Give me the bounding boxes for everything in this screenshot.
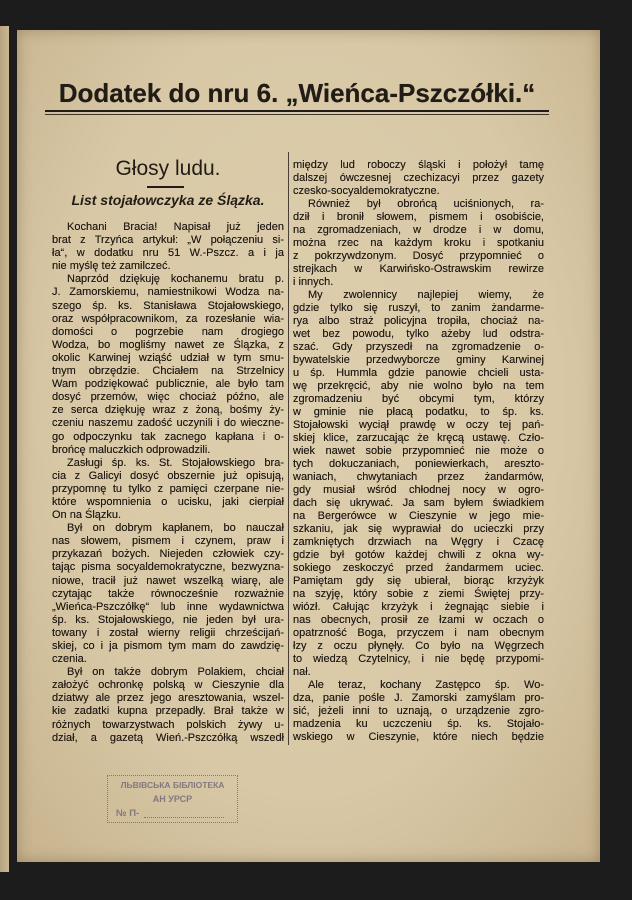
text-line: brat z Trzyńca artykuł: „W połączeniu si- (52, 234, 284, 247)
text-line: nas słowem, pismem i czynem, praw i (52, 535, 284, 548)
text-line: u śp. Hummla gdzie panowie chcieli usta- (293, 367, 544, 379)
text-line: ła“, w dodatku nru 51 W.-Pszcz. a i ja (52, 247, 284, 260)
paragraph (293, 679, 544, 744)
text-line: tych dokuczaniach, poniewierkach, areszto- (293, 458, 544, 470)
paragraph (52, 522, 284, 666)
text-line: kie zadatki kupna przepadły. Brał także w (52, 705, 284, 718)
text-line: i innych. (293, 276, 334, 288)
text-line: wiózł. Całując krzyżyk i żegnając siebie i (293, 601, 544, 613)
paragraph (293, 198, 544, 289)
text-line: dził i bronił słowem, pismem i osobiście, (293, 211, 544, 223)
text-line: wet bez powodu, tylko ażeby lud odstra- (293, 328, 544, 340)
text-line: szać. Gdy przyszedł na zgromadzenie o- (293, 341, 544, 353)
text-line: cia z Galicyi dosyć obszernie już opisują, (52, 469, 284, 482)
text-line: brońcę maluczkich odprowadzili. (52, 443, 211, 456)
library-stamp (107, 775, 238, 823)
text-line: J. Zamorskiemu, namiestnikowi Wodza na- (52, 286, 284, 299)
text-line: z pokrzywdzonym. Dosyć przypomnieć o (293, 250, 544, 262)
article-title: Głosy ludu. (115, 157, 221, 180)
text-line: można rzec na każdym kroku i spotkaniu (293, 237, 544, 249)
text-line: dział, a gazetą Wień.-Pszczółką wszedł (52, 731, 284, 744)
supplement-header: Dodatek do nru 6. „Wieńca-Pszczółki.“ (58, 78, 536, 108)
text-line: wskiego w Cieszynie, które niech będzie (293, 731, 544, 743)
text-line: dosyć przemów, więc chociaż późno, ale (52, 391, 284, 404)
text-line: go odpoczynku tak zacnego kapłana i o- (52, 430, 284, 443)
text-line: towany i został wierny religii chrześcijań- (52, 626, 284, 639)
text-line: dziatwy ale przez jego aresztowania, wszel- (52, 692, 284, 705)
text-line: założyć ochronkę polską w Cieszynie dla (52, 679, 284, 692)
text-line: nał. (293, 666, 311, 678)
paragraph (293, 289, 544, 679)
text-line: niowe, tracił już nawet wszelką wiarę, ale (52, 574, 284, 587)
text-line: Był on dobrym kapłanem, bo nauczał (67, 522, 284, 535)
text-line: Wodza, bo mogliśmy nawet ze Ślązka, z (52, 338, 284, 351)
header-rule-thin (45, 114, 549, 115)
text-line: Wam podziękować publicznie, ale było tam (52, 378, 284, 391)
stamp-academy: АН УРСР (152, 794, 193, 804)
text-line: opatrzność Boga, przyczem i nam obecnym (293, 627, 544, 639)
text-line: na Bergerówce w Cieszynie w jego mie- (293, 510, 544, 522)
text-line: „Wieńca-Pszczółkę“ lub inne wydawnictwa (52, 600, 284, 613)
text-line: czesko-socyaldemokratyczne. (293, 185, 440, 197)
text-line: Pamiętam gdy się ubierał, biorąc krzyżyk (293, 575, 544, 587)
text-line: różnych towarzystwach polskich żywy u- (52, 718, 284, 731)
text-line: wę przekręcić, aby nie wolno było na tem (293, 380, 544, 392)
text-line: zamkniętych drzwiach na Węgry i Czacę (293, 536, 544, 548)
text-line: strejkach w Karwińsko-Ostrawskim rewirze (293, 263, 544, 275)
text-line: nie myślę też zamilczeć. (52, 260, 171, 273)
text-line: domości o pogrzebie nam drogiego (52, 325, 284, 338)
previous-page-edge (0, 26, 9, 872)
text-line: na zgromadzeniach, w drodze i w domu, (293, 224, 544, 236)
text-line: przypomnę tu tylko z pamięci czerpane nie- (52, 482, 284, 495)
text-line: szkaniu, jak się wyprawiał do ucieczki przy (293, 523, 544, 535)
text-line: On na Ślązku. (52, 509, 122, 522)
text-line: skiej, co i ja pismom tym mam do zawdzię- (52, 640, 284, 652)
text-line: gdzie był gotów każdej chwili z okna wy- (293, 549, 544, 561)
text-line: skiej klice, zarzucając że kręcą ustawę. Czło- (293, 432, 544, 444)
right-column (293, 159, 544, 744)
stamp-library-name: ЛЬВІВСЬКА БІБЛІОТЕКА (120, 780, 225, 790)
text-line: w gminie nie płacą podatku, to śp. ks. (293, 406, 544, 418)
text-line: Stojałowski wyciął prawdę w oczy tej pań- (293, 419, 544, 431)
paragraph (52, 273, 284, 456)
text-line: sokiego zeskoczyć przed żandarmem uciec. (293, 562, 544, 574)
paragraph (52, 221, 284, 273)
text-line: My zwolennicy najlepiej wiemy, że (308, 289, 544, 301)
text-line: wiek nawet sobie przypomnieć nie może o (293, 445, 544, 457)
paragraph (52, 666, 284, 745)
text-line: Zasługi śp. ks. St. Stojałowskiego bra- (67, 456, 284, 469)
text-line: Kochani Bracia! Napisał już jeden (67, 221, 284, 233)
text-line: sić, jeżeli inni to uznają, o urządzenie zgro- (293, 705, 544, 717)
stamp-number: № П- (116, 808, 140, 819)
text-line: waniach, chwytaniach przez żandarmów, (293, 471, 544, 483)
text-line: madzenia ku uczczeniu śp. ks. Stojało- (293, 718, 544, 730)
text-line: szego śp. ks. Stanisława Stojałowskiego, (52, 299, 284, 312)
text-line: bywatelskie przedwyborcze gminy Karwinej (293, 354, 544, 366)
text-line: Był on także dobrym Polakiem, chciał (67, 666, 284, 679)
paragraph (293, 159, 544, 198)
text-line: śp. ks. Stojałowskiego, nie jeden był ura- (52, 613, 284, 626)
text-line: tając pisma socyaldemokratyczne, bezwyzna- (52, 561, 284, 574)
text-line: nas obecnych, prosił ze łzami w oczach o (293, 614, 544, 626)
text-line: gdzie tylko się ruszył, to zanim żandarme- (293, 302, 544, 314)
stamp-number-line (144, 817, 224, 818)
header-rule (45, 110, 549, 112)
text-line: rya albo straż policyjna tropiła, chociaż na- (293, 315, 544, 327)
text-line: oraz współpracownikom, za rozesłanie wia- (52, 312, 284, 325)
text-line: przykazań bożych. Niejeden człowiek czy- (52, 548, 284, 561)
left-column (52, 221, 284, 745)
text-line: Również był obrońcą uciśnionych, ra- (308, 198, 544, 210)
text-line: tnym obrzędzie. Chciałem na Strzelnicy (52, 365, 284, 378)
text-line: czeniu naszemu zadość uczynili i do wieczne- (52, 417, 284, 430)
text-line: Naprzód dziękuję kochanemu bratu p. (67, 273, 284, 286)
article-subtitle: List stojałowczyka ze Ślązka. (71, 192, 265, 208)
text-line: dach się ukrywać. Ja sam byłem świadkiem (293, 497, 544, 509)
text-line: łzy z oczu płynęły. Co było na Węgrzech (293, 640, 544, 652)
text-line: Ale teraz, kochany Zastępco śp. Wo- (308, 679, 544, 691)
text-line: czytając także równocześnie rozważnie (52, 587, 284, 600)
text-line: między lud roboczy śląski i położył tamę (293, 159, 544, 171)
text-line: które wspomnienia o ucisku, jaki cierpiał (52, 495, 284, 508)
title-rule (147, 186, 184, 188)
text-line: zgromadzeniu być obcymi tym, którzy (293, 393, 544, 405)
newspaper-page (17, 30, 600, 862)
text-line: dza, panie pośle J. Zamorski zamyślam pro- (293, 692, 544, 704)
text-line: to wiedzą Czytelnicy, i nie będę przypomi- (293, 653, 544, 665)
text-line: gdy musiał wśród chłodnej nocy w ogro- (293, 484, 544, 496)
paragraph (52, 457, 284, 522)
text-line: na szyję, który sobie z ziemi Świętej przy- (293, 588, 544, 600)
column-divider (288, 152, 289, 745)
text-line: okolic Karwinej wziąść udział w tym smu- (52, 351, 284, 364)
text-line: czenia. (52, 653, 87, 666)
text-line: ze serca dziękuję wraz z żoną, bośmy ży- (52, 404, 284, 417)
text-line: dalszej ówczesnej czechizacyi przez gazety (293, 172, 544, 184)
